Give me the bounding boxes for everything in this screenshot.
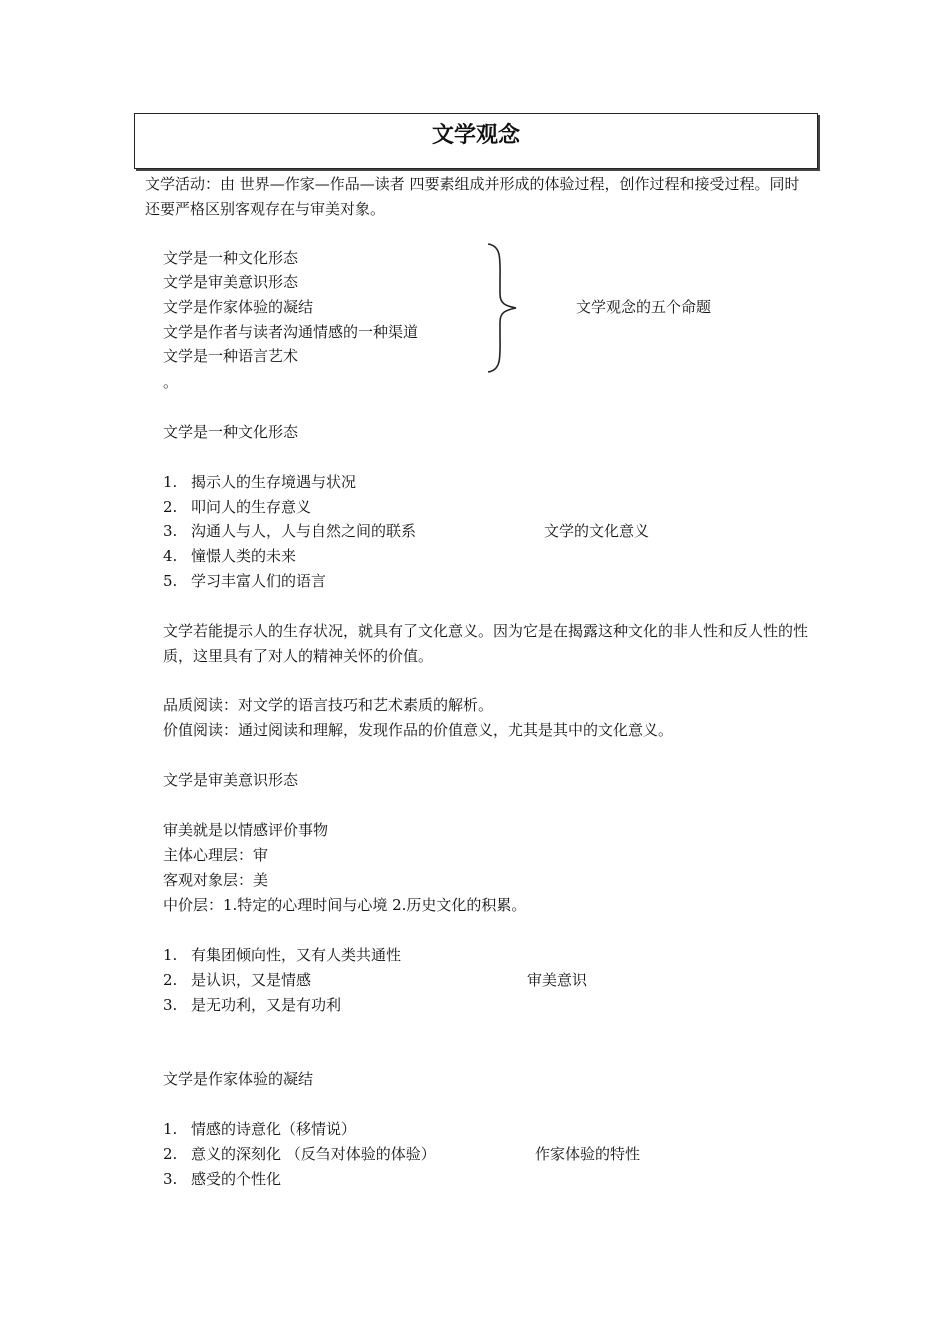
list-number: 3.	[163, 522, 178, 540]
list-text: 学习丰富人们的语言	[191, 572, 327, 590]
list-number: 2.	[163, 971, 178, 989]
list-number: 3.	[163, 996, 178, 1014]
section3-label: 作家体验的特性	[535, 1145, 641, 1163]
list-text: 感受的个性化	[191, 1170, 282, 1188]
section2-line: 客观对象层：美	[163, 871, 269, 889]
proposition-1: 文学是一种文化形态	[163, 249, 299, 267]
list-text: 有集团倾向性，又有人类共通性	[191, 946, 402, 964]
list-item	[163, 546, 296, 566]
list-item	[163, 497, 311, 517]
list-text: 情感的诗意化（移情说）	[191, 1120, 357, 1138]
list-text: 是认识，又是情感	[191, 971, 312, 989]
section2-label: 审美意识	[527, 971, 588, 989]
list-number: 3.	[163, 1170, 178, 1188]
list-item	[163, 1119, 356, 1139]
proposition-2: 文学是审美意识形态	[163, 273, 299, 291]
list-number: 2.	[163, 498, 178, 516]
list-number: 2.	[163, 1145, 178, 1163]
proposition-4: 文学是作者与读者沟通情感的一种渠道	[163, 323, 419, 341]
list-text: 揭示人的生存境遇与状况	[191, 473, 357, 491]
list-number: 5.	[163, 572, 178, 590]
list-text: 是无功利，又是有功利	[191, 996, 342, 1014]
list-item	[163, 472, 356, 492]
section3-heading: 文学是作家体验的凝结	[163, 1070, 314, 1088]
list-item	[163, 571, 326, 591]
list-item	[163, 1169, 281, 1189]
list-text: 意义的深刻化 （反刍对体验的体验）	[191, 1145, 436, 1163]
section2-line: 中价层：1.特定的心理时间与心境 2.历史文化的积累。	[163, 896, 527, 914]
value-reading: 价值阅读：通过阅读和理解，发现作品的价值意义，尤其是其中的文化意义。	[163, 721, 674, 739]
list-text: 叩问人的生存意义	[191, 498, 312, 516]
proposition-3: 文学是作家体验的凝结	[163, 298, 314, 316]
list-item	[163, 945, 401, 965]
list-number: 4.	[163, 547, 178, 565]
page-title: 文学观念	[431, 123, 520, 148]
list-item	[163, 970, 311, 990]
intro-paragraph: 文学活动：由 世界—作家—作品—读者 四要素组成并形成的体验过程，创作过程和接受过程。同时还要严格区别客观存在与审美对象。	[145, 175, 800, 218]
list-number: 1.	[163, 946, 178, 964]
title-box	[134, 113, 818, 169]
list-number: 1.	[163, 1120, 178, 1138]
trailing-mark: 。	[163, 373, 179, 391]
proposition-5: 文学是一种语言艺术	[163, 347, 299, 365]
list-text: 憧憬人类的未来	[191, 547, 297, 565]
propositions-label: 文学观念的五个命题	[576, 298, 712, 316]
list-item	[163, 1144, 436, 1164]
section2-line: 审美就是以情感评价事物	[163, 821, 329, 839]
right-brace-icon	[486, 242, 526, 374]
section1-label: 文学的文化意义	[544, 522, 650, 540]
section2-heading: 文学是审美意识形态	[163, 771, 299, 789]
list-number: 1.	[163, 473, 178, 491]
list-text: 沟通人与人，人与自然之间的联系	[191, 522, 417, 540]
section1-paragraph: 文学若能提示人的生存状况，就具有了文化意义。因为它是在揭露这种文化的非人性和反人性的性质，这里具有了对人的精神关怀的价值。	[163, 622, 809, 665]
quality-reading: 品质阅读：对文学的语言技巧和艺术素质的解析。	[163, 696, 494, 714]
section1-heading: 文学是一种文化形态	[163, 423, 299, 441]
list-item	[163, 995, 341, 1015]
list-item	[163, 521, 416, 541]
section2-line: 主体心理层：审	[163, 846, 269, 864]
